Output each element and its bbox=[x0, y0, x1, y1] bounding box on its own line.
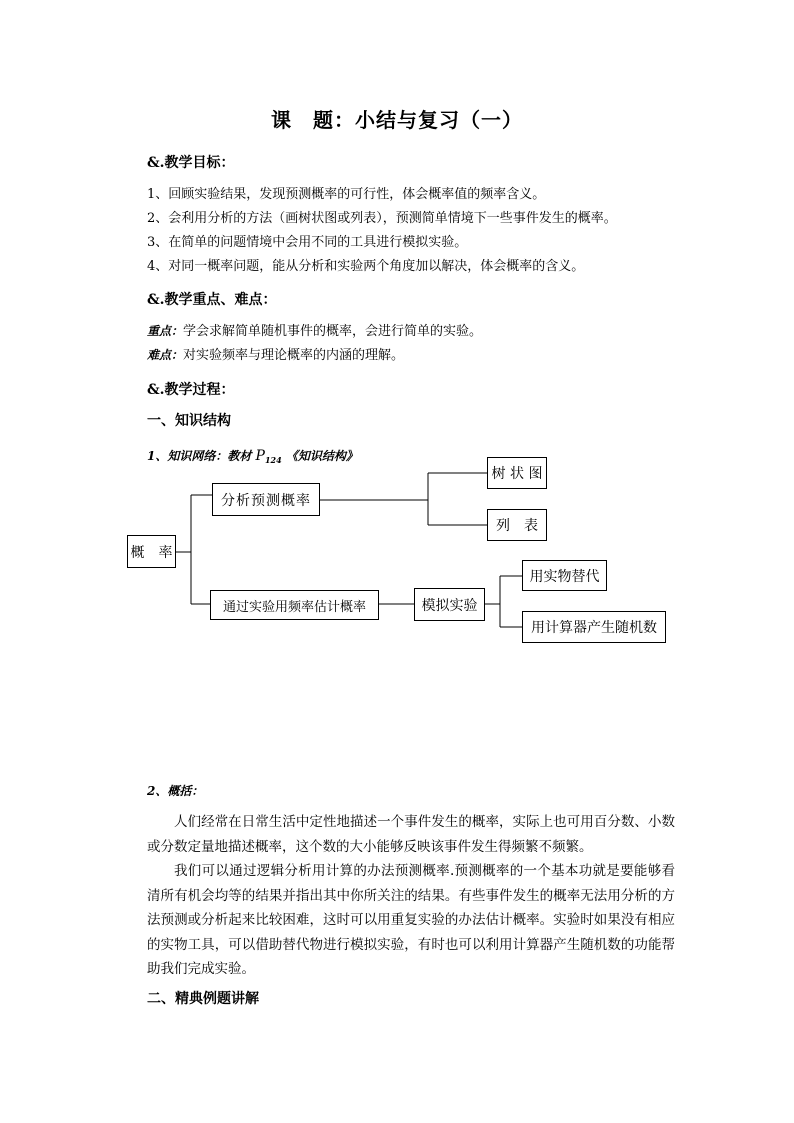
summary-label: 2、概括： bbox=[147, 784, 204, 798]
tree-diagram-box: 树 状 图 bbox=[487, 457, 547, 489]
page-title: 课 题：小结与复习（一） bbox=[271, 108, 523, 132]
physical-substitute-box: 用实物替代 bbox=[522, 560, 607, 591]
p-subscript: 124 bbox=[264, 455, 282, 465]
summary-paragraph: 人们经常在日常生活中定性地描述一个事件发生的概率，实际上也可用百分数、小数或分数定量地描述概率，这个数的大小能够反映该事件发生得频繁不频繁。 bbox=[147, 814, 675, 855]
simulation-box: 模拟实验 bbox=[414, 588, 485, 621]
branch1-box: 分析预测概率 bbox=[212, 483, 320, 516]
objective-item: 2、会利用分析的方法（画树状图或列表），预测简单情境下一些事件发生的概率。 bbox=[147, 211, 617, 226]
network-label: 1、知识网络：教材 bbox=[147, 449, 252, 463]
summary-paragraph: 我们可以通过逻辑分析用计算的办法预测概率.预测概率的一个基本功就是要能够看清所有机会均等的结果并指出其中你所关注的结果。有些事件发生的概率无法用分析的方法预测或分析起来比较困难，这时可以用重复实验的办法估计概率。实验时如果没有相应的实物工具，可以借助替代物进行模拟实验，有时也可以利用计算器产生随机数的功能帮助我们完成实验。 bbox=[147, 863, 675, 977]
objective-item: 3、在简单的问题情境中会用不同的工具进行模拟实验。 bbox=[147, 235, 468, 250]
section2-heading: 二、精典例题讲解 bbox=[147, 991, 259, 1007]
p-symbol: P bbox=[255, 448, 265, 464]
objective-item: 4、对同一概率问题，能从分析和实验两个角度加以解决，体会概率的含义。 bbox=[147, 259, 585, 274]
root-box: 概 率 bbox=[127, 535, 176, 568]
objectives-heading: &.教学目标： bbox=[147, 155, 235, 171]
objective-item: 1、回顾实验结果，发现预测概率的可行性，体会概率值的频率含义。 bbox=[147, 187, 546, 202]
process-heading: &.教学过程： bbox=[147, 382, 235, 398]
branch2-box: 通过实验用频率估计概率 bbox=[210, 590, 379, 620]
focus-text: 学会求解简单随机事件的概率，会进行简单的实验。 bbox=[183, 324, 483, 339]
network-ref: 《知识结构》 bbox=[285, 449, 358, 463]
difficulty-label: 难点： bbox=[147, 348, 184, 362]
section1-heading: 一、知识结构 bbox=[147, 413, 231, 429]
calculator-random-box: 用计算器产生随机数 bbox=[522, 611, 666, 643]
difficulty-text: 对实验频率与理论概率的内涵的理解。 bbox=[183, 348, 405, 363]
focus-label: 重点： bbox=[147, 324, 184, 338]
keypoints-heading: &.教学重点、难点： bbox=[147, 292, 277, 308]
table-box: 列 表 bbox=[487, 509, 547, 541]
